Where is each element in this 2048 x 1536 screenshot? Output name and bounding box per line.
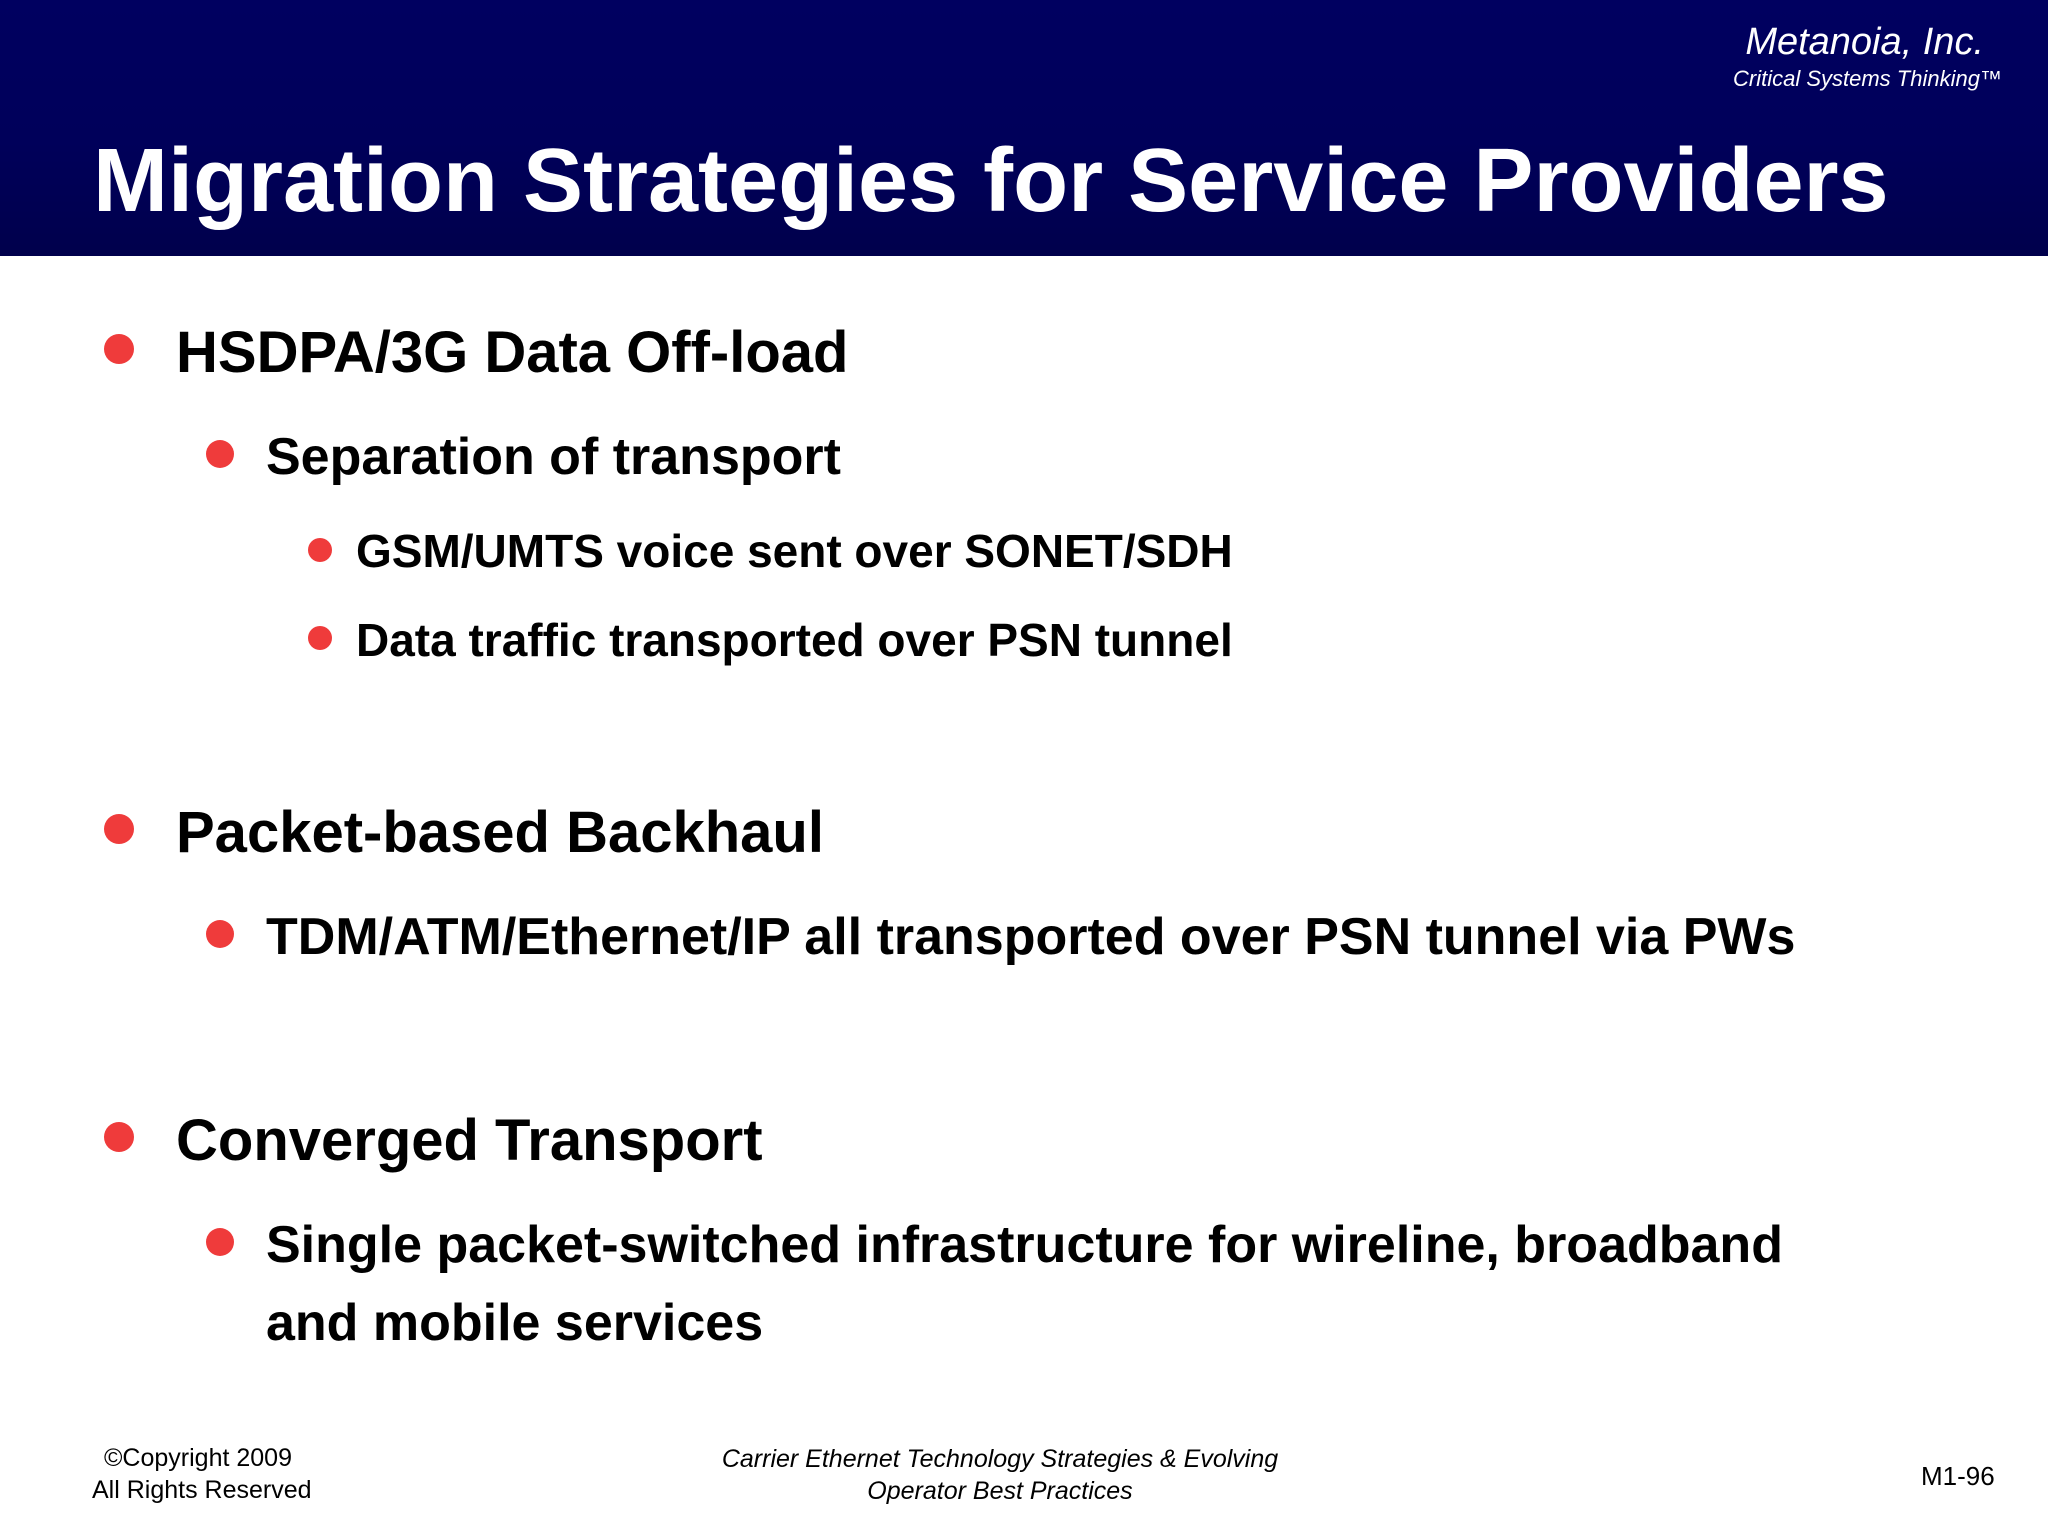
bullet-l2: TDM/ATM/Ethernet/IP all transported over PSN tunnel via PWs [266, 908, 1796, 966]
bullet-dot-icon [104, 334, 134, 364]
bullet-l3: Data traffic transported over PSN tunnel [356, 614, 1233, 666]
slide-title: Migration Strategies for Service Providers [93, 131, 1889, 231]
course-title-line2: Operator Best Practices [867, 1477, 1133, 1505]
bullet-dot-icon [308, 626, 332, 650]
bullet-l1: Packet-based Backhaul [176, 800, 824, 865]
bullet-l3: GSM/UMTS voice sent over SONET/SDH [356, 525, 1233, 577]
page-number: M1-96 [1921, 1461, 1995, 1491]
company-name: Metanoia, Inc. [1745, 21, 1984, 63]
rights-line: All Rights Reserved [92, 1476, 312, 1504]
copyright-notice [92, 1442, 312, 1506]
course-title-line1: Carrier Ethernet Technology Strategies & Evolving [721, 1445, 1279, 1473]
course-title [700, 1443, 1300, 1507]
bullet-l2: Single packet-switched infrastructure for wireline, broadband [266, 1216, 1783, 1274]
bullet-dot-icon [104, 1122, 134, 1152]
title-banner [0, 0, 2048, 256]
bullet-l1: HSDPA/3G Data Off-load [176, 320, 849, 385]
bullet-dot-icon [308, 538, 332, 562]
bullet-dot-icon [104, 814, 134, 844]
bullet-dot-icon [206, 920, 234, 948]
bullet-dot-icon [206, 440, 234, 468]
bullet-dot-icon [206, 1228, 234, 1256]
bullet-l2: Separation of transport [266, 428, 841, 486]
copyright-line: ©Copyright 2009 [104, 1444, 292, 1472]
bullet-l2-continuation: and mobile services [266, 1294, 764, 1352]
bullet-l1: Converged Transport [176, 1108, 763, 1173]
company-tagline: Critical Systems Thinking™ [1733, 66, 2002, 91]
